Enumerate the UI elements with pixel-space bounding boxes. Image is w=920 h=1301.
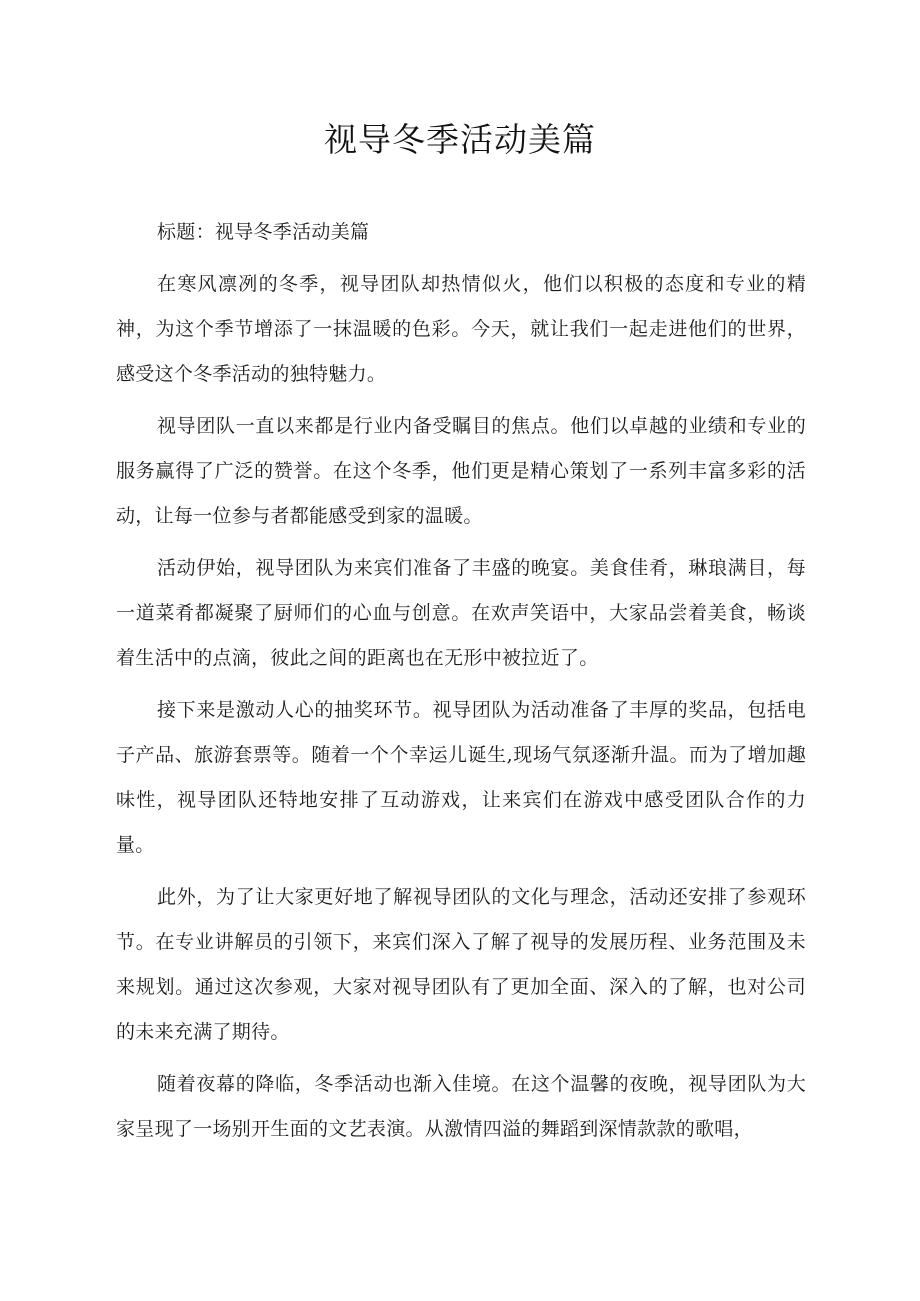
paragraph-heading-line: 标题：视导冬季活动美篇 bbox=[157, 221, 370, 243]
document-title: 视导冬季活动美篇 bbox=[324, 120, 596, 159]
paragraph-team: 视导团队一直以来都是行业内备受瞩目的焦点。他们以卓越的业绩和专业的服务赢得了广泛的赞誉。在这个冬季，他们更是精心策划了一系列丰富多彩的活动，让每一位参与者都能感受到家的温暖。 bbox=[116, 415, 806, 527]
paragraph-performance: 随着夜幕的降临，冬季活动也渐入佳境。在这个温馨的夜晚，视导团队为大家呈现了一场别开生面的文艺表演。从激情四溢的舞蹈到深情款款的歌唱， bbox=[116, 1073, 806, 1140]
paragraph-dinner: 活动伊始，视导团队为来宾们准备了丰盛的晚宴。美食佳肴，琳琅满目，每一道菜肴都凝聚了厨师们的心血与创意。在欢声笑语中，大家品尝着美食，畅谈着生活中的点滴，彼此之间的距离也在无形中被拉近了。 bbox=[116, 557, 806, 669]
paragraph-visit: 此外，为了让大家更好地了解视导团队的文化与理念，活动还安排了参观环节。在专业讲解员的引领下，来宾们深入了解了视导的发展历程、业务范围及未来规划。通过这次参观，大家对视导团队有了更加全面、深入的了解，也对公司的未来充满了期待。 bbox=[116, 886, 806, 1043]
paragraph-lottery: 接下来是激动人心的抽奖环节。视导团队为活动准备了丰厚的奖品，包括电子产品、旅游套票等。随着一个个幸运儿诞生,现场气氛逐渐升温。而为了增加趣味性，视导团队还特地安排了互动游戏，让来宾们在游戏中感受团队合作的力量。 bbox=[116, 699, 806, 856]
paragraph-intro: 在寒风凛冽的冬季，视导团队却热情似火，他们以积极的态度和专业的精神，为这个季节增添了一抹温暖的色彩。今天，就让我们一起走进他们的世界，感受这个冬季活动的独特魅力。 bbox=[116, 273, 806, 385]
document-body bbox=[116, 210, 806, 1159]
